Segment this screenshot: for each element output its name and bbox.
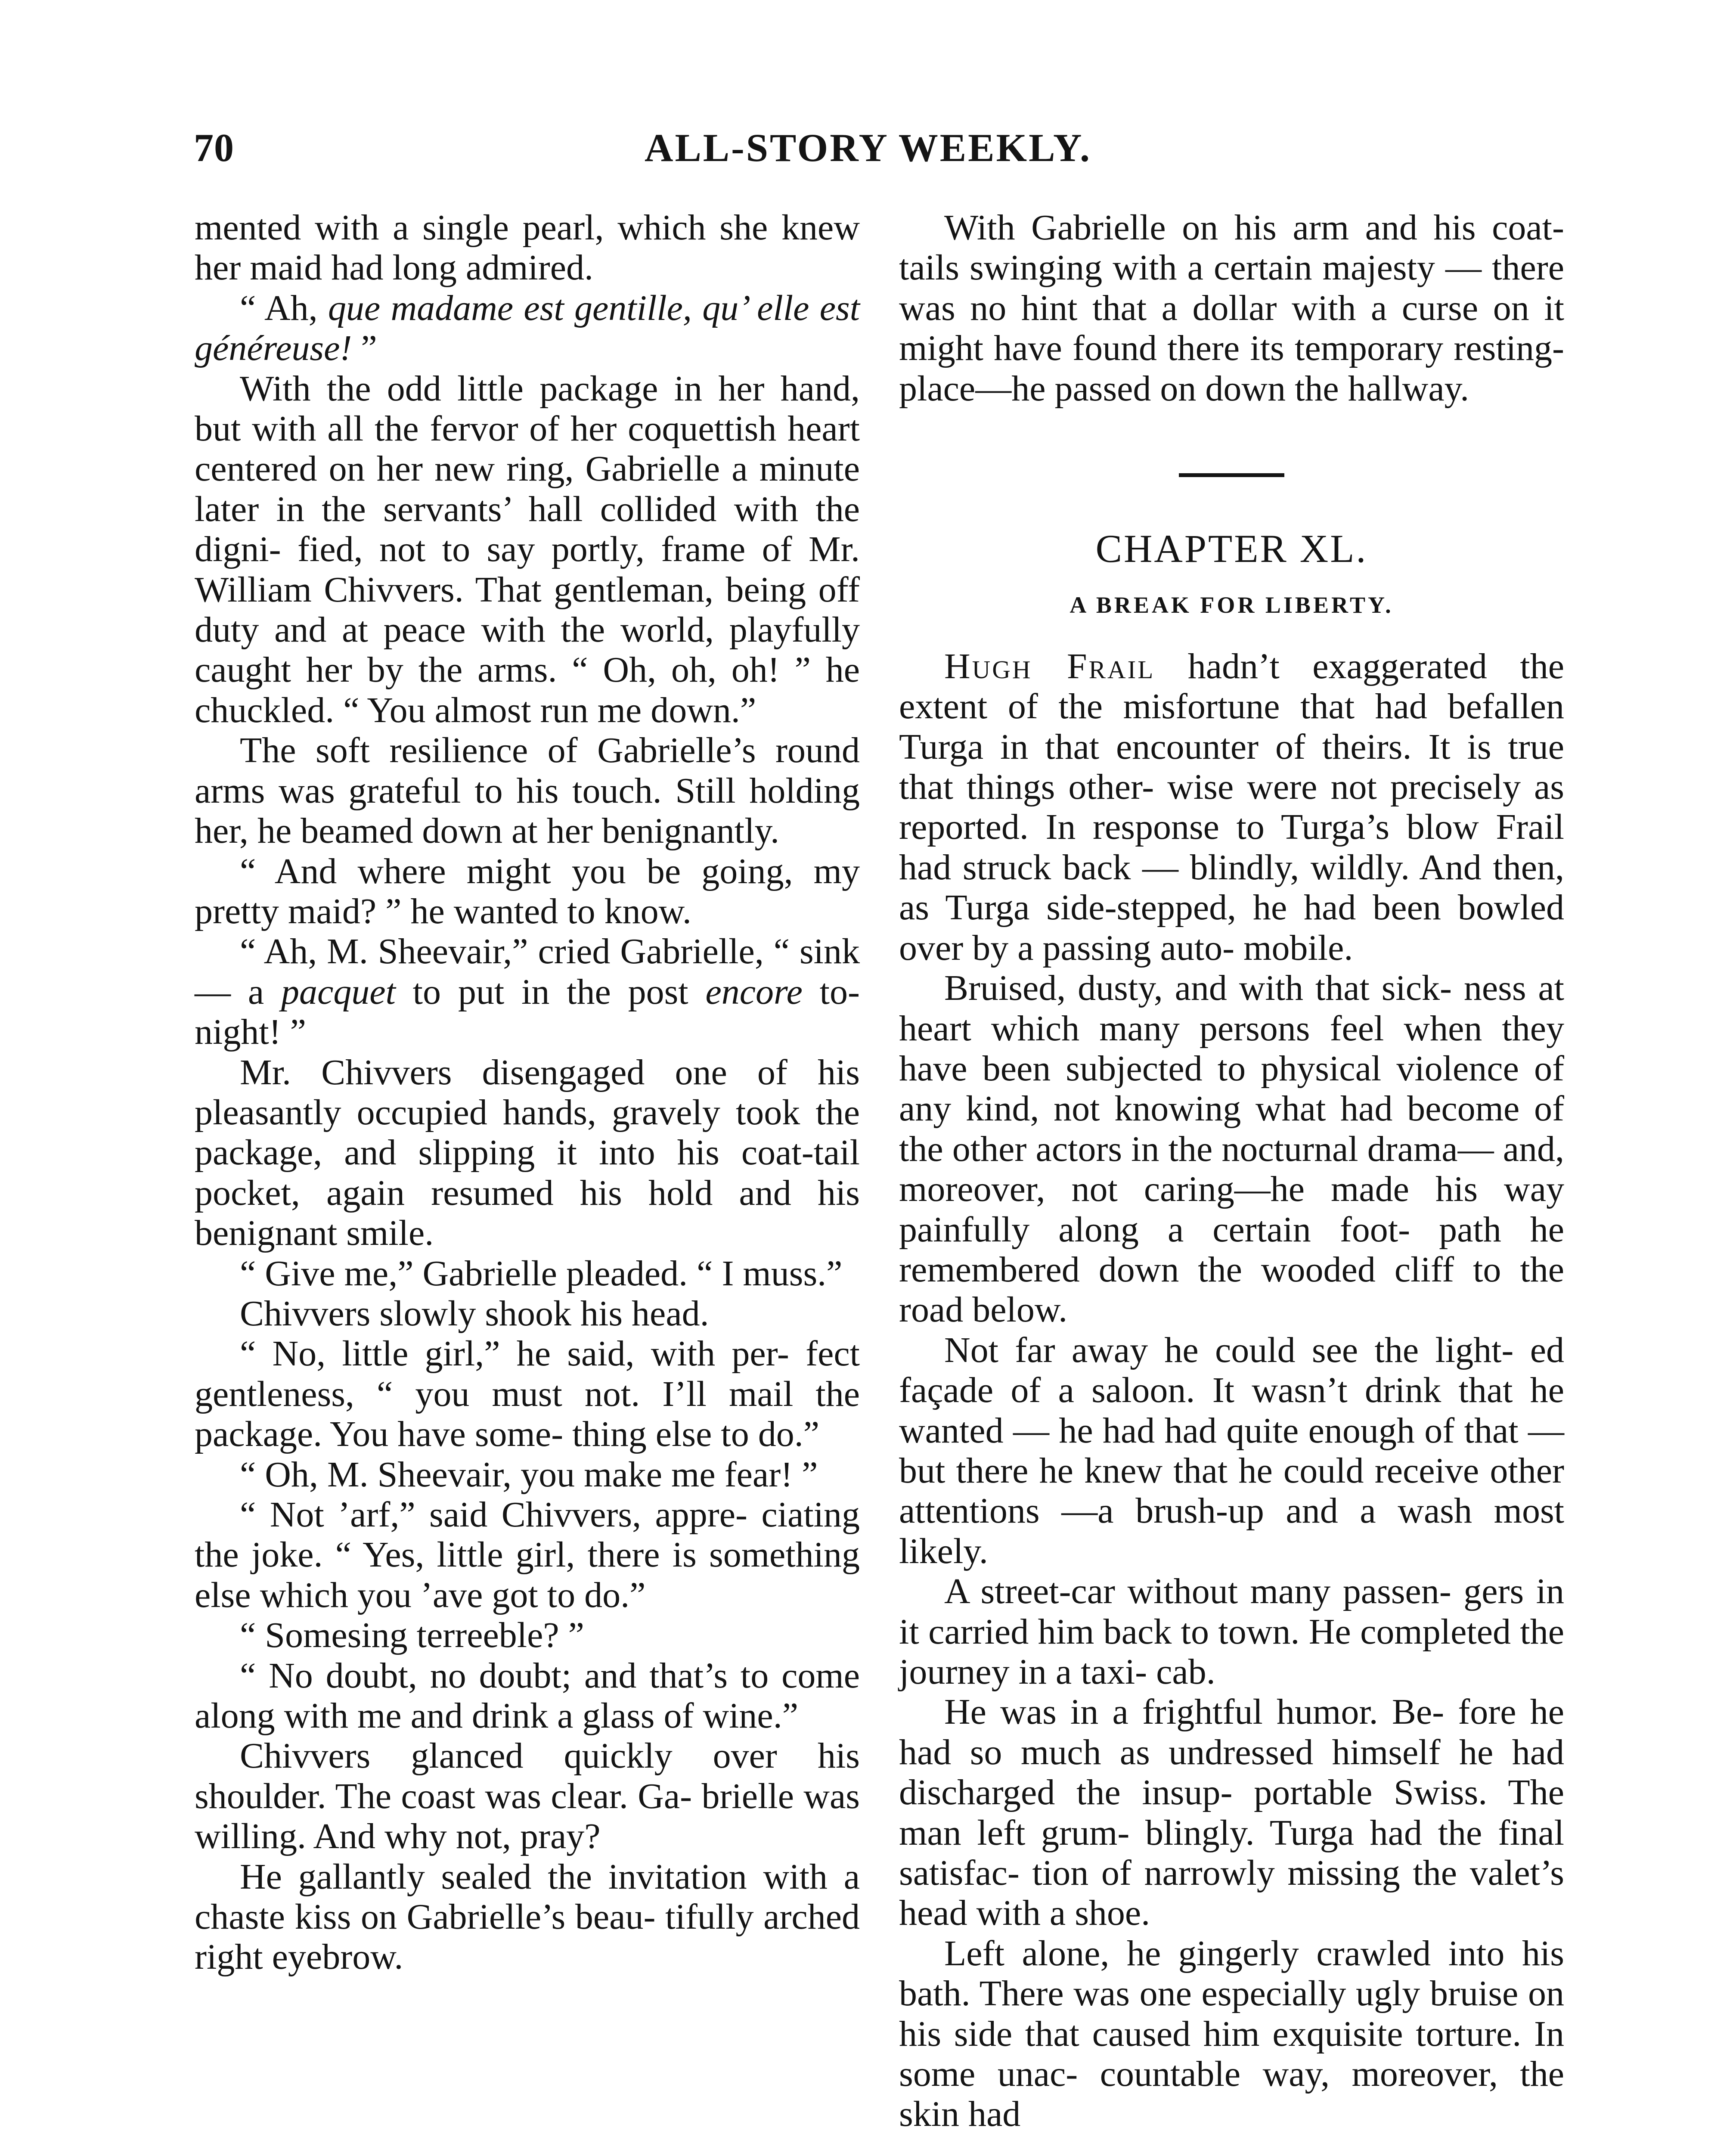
paragraph-sink-pacquet bbox=[195, 931, 860, 1052]
paragraph-chapter-opening bbox=[899, 646, 1564, 968]
paragraph: mented with a single pearl, which she knew her maid had long admired. bbox=[195, 208, 860, 288]
paragraph: He gallantly sealed the invitation with a chaste kiss on Gabrielle’s beau- tifully arched right eyebrow. bbox=[195, 1856, 860, 1977]
paragraph: With Gabrielle on his arm and his coat-tails swinging with a certain majesty — there was no hint that a dollar with a curse on it might have found there its temporary resting- place—he passed on down the hallway. bbox=[899, 208, 1564, 409]
paragraph: Chivvers glanced quickly over his shoulder. The coast was clear. Ga- brielle was willing. And why not, pray? bbox=[195, 1736, 860, 1857]
chapter-title: CHAPTER XL. bbox=[1095, 527, 1368, 571]
paragraph: Chivvers slowly shook his head. bbox=[240, 1293, 709, 1334]
right-column bbox=[899, 208, 1564, 2134]
quote-close: ” bbox=[352, 328, 377, 369]
paragraph-french-exclamation bbox=[195, 288, 860, 369]
running-head: ALL-STORY WEEKLY. bbox=[645, 126, 1091, 170]
paragraph: With the odd little package in her hand, but with all the fervor of her coquettish heart centered on her new ring, Gabrielle a minute later in the servants’ hall collided with the digni- fied, not to say portly, frame of Mr. William Chivvers. That gentleman, being off duty and at peace with the world, playfully caught her by the arms. “ Oh, oh, oh! ” he chuckled. “ You almost run me down.” bbox=[195, 368, 860, 730]
paragraph: “ Give me,” Gabrielle pleaded. “ I muss.” bbox=[240, 1253, 843, 1294]
text-run: “ Ah, M. Sheevair,” cried Gabrielle, “ sink — a bbox=[195, 931, 860, 1012]
italic-word: encore bbox=[705, 971, 803, 1012]
opening-name: Hugh Frail bbox=[944, 646, 1155, 686]
quote-open: “ Ah, bbox=[240, 288, 328, 328]
paragraph: “ Somesing terreeble? ” bbox=[240, 1615, 584, 1656]
paragraph: He was in a frightful humor. Be- fore he had so much as undressed himself he had discharged the insup- portable Swiss. The man left grum- blingly. Turga had the final satisfac- tion of narrowly missing the valet’s head with a shoe. bbox=[899, 1692, 1564, 1933]
paragraph: Bruised, dusty, and with that sick- ness at heart which many persons feel when they have been subjected to physical violence of any kind, not knowing what had become of the other actors in the nocturnal drama— and, moreover, not caring—he made his way painfully along a certain foot- path he remembered down the wooded cliff to the road below. bbox=[899, 968, 1564, 1330]
text-run: to-night! ” bbox=[195, 971, 860, 1052]
text-run: hadn’t exaggerated the extent of the misfortune that had befallen Turga in that encounter of theirs. It is true that things other- wise were not precisely as reported. In response to Turga’s blow Frail had struck back — blindly, wildly. And then, as Turga side-stepped, he had been bowled over by a passing auto- mobile. bbox=[899, 646, 1564, 968]
french-italic-text: que madame est gentille, qu’ elle est généreuse! bbox=[195, 288, 860, 369]
paragraph: Left alone, he gingerly crawled into his bath. There was one especially ugly bruise on his side that caused him exquisite torture. In some unac- countable way, moreover, the skin had bbox=[899, 1933, 1564, 2134]
paragraph: Mr. Chivvers disengaged one of his pleasantly occupied hands, gravely took the package, and slipping it into his coat-tail pocket, again resumed his hold and his benignant smile. bbox=[195, 1052, 860, 1253]
paragraph: “ Not ’arf,” said Chivvers, appre- ciating the joke. “ Yes, little girl, there is something else which you ’ave got to do.” bbox=[195, 1495, 860, 1615]
paragraph: The soft resilience of Gabrielle’s round arms was grateful to his touch. Still holding her, he beamed down at her benignantly. bbox=[195, 730, 860, 851]
text-run: to put in the post bbox=[395, 971, 706, 1012]
left-column bbox=[195, 208, 860, 1977]
paragraph: “ No doubt, no doubt; and that’s to come along with me and drink a glass of wine.” bbox=[195, 1655, 860, 1736]
italic-word: pacquet bbox=[281, 971, 396, 1012]
chapter-subtitle: A BREAK FOR LIBERTY. bbox=[1070, 592, 1394, 618]
page-number: 70 bbox=[194, 126, 234, 170]
paragraph: “ And where might you be going, my pretty maid? ” he wanted to know. bbox=[195, 851, 860, 931]
paragraph: “ Oh, M. Sheevair, you make me fear! ” bbox=[240, 1454, 818, 1495]
section-divider bbox=[1179, 473, 1284, 477]
paragraph: A street-car without many passen- gers in it carried him back to town. He completed the journey in a taxi- cab. bbox=[899, 1571, 1564, 1692]
paragraph: “ No, little girl,” he said, with per- fect gentleness, “ you must not. I’ll mail the package. You have some- thing else to do.” bbox=[195, 1334, 860, 1455]
paragraph: Not far away he could see the light- ed façade of a saloon. It wasn’t drink that he wanted — he had had quite enough of that — but there he knew that he could receive other attentions —a brush-up and a wash most likely. bbox=[899, 1330, 1564, 1571]
